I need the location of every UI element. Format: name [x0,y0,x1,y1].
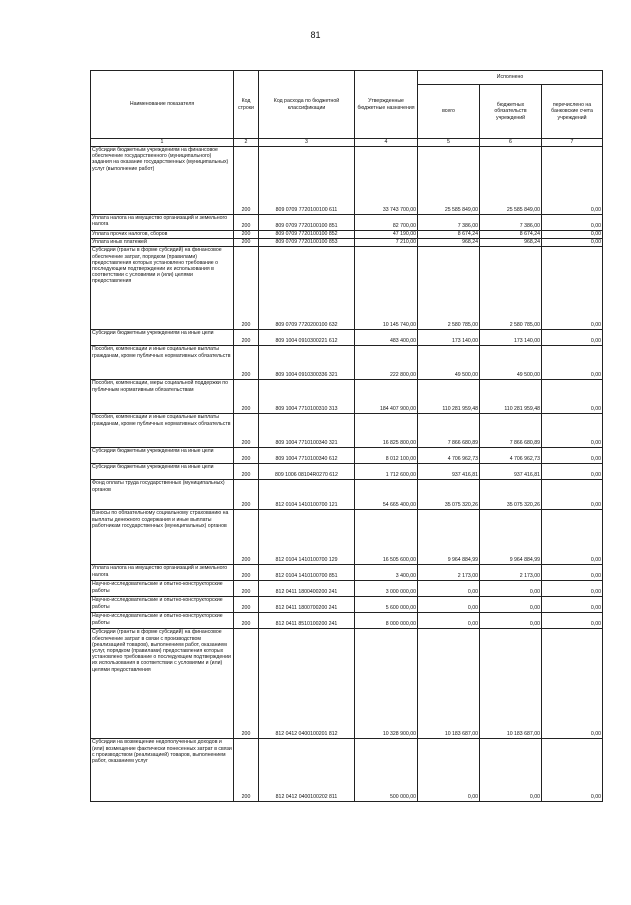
header-total: всего [418,85,480,139]
row-name: Взносы по обязательному социальному страхованию на выплаты денежного содержания и иные выплаты работникам государственных (муниципальных) органов [91,510,234,565]
table-row [91,613,603,629]
row-line-code: 200 [234,739,259,802]
row-approved: 500 000,00 [355,739,418,802]
row-name: Научно-исследовательские и опытно-конструкторские работы [91,597,234,613]
row-transferred: 0,00 [542,380,603,414]
row-budget-obligations: 7 386,00 [480,215,542,231]
row-transferred: 0,00 [542,239,603,247]
row-budget-code: 812 0411 1800700200 241 [259,597,355,613]
row-budget-obligations: 4 706 962,73 [480,448,542,464]
table-row [91,147,603,215]
row-name: Субсидии бюджетным учреждениям на иные цели [91,464,234,480]
row-executed-total: 968,24 [418,239,480,247]
row-budget-code: 812 0412 0400100202 811 [259,739,355,802]
row-approved: 5 600 000,00 [355,597,418,613]
row-transferred: 0,00 [542,597,603,613]
row-name: Субсидии бюджетным учреждениям на иные цели [91,330,234,346]
row-transferred: 0,00 [542,581,603,597]
row-approved: 16 505 600,00 [355,510,418,565]
row-transferred: 0,00 [542,147,603,215]
row-budget-obligations: 7 866 680,89 [480,414,542,448]
table-row [91,629,603,739]
row-line-code: 200 [234,330,259,346]
row-budget-obligations: 937 416,81 [480,464,542,480]
row-budget-code: 809 0709 7720200100 632 [259,247,355,330]
row-budget-obligations: 110 281 959,48 [480,380,542,414]
header-name: Наименование показателя [91,71,234,139]
row-approved: 7 210,00 [355,239,418,247]
row-transferred: 0,00 [542,480,603,510]
table-row [91,215,603,231]
row-name: Субсидии бюджетным учреждениям на иные цели [91,448,234,464]
header-transferred: перечислено на банковские счета учреждений [542,85,603,139]
row-transferred: 0,00 [542,247,603,330]
row-line-code: 200 [234,247,259,330]
row-approved: 16 825 800,00 [355,414,418,448]
header-executed: Исполнено [418,71,603,85]
row-transferred: 0,00 [542,414,603,448]
row-executed-total: 10 183 687,00 [418,629,480,739]
row-budget-obligations: 25 585 849,00 [480,147,542,215]
row-executed-total: 8 674,24 [418,231,480,239]
row-budget-obligations: 968,24 [480,239,542,247]
row-name: Уплата прочих налогов, сборов [91,231,234,239]
row-budget-code: 809 1004 0910300336 321 [259,346,355,380]
row-budget-obligations: 173 140,00 [480,330,542,346]
row-budget-code: 809 1006 08104R0270 612 [259,464,355,480]
row-line-code: 200 [234,464,259,480]
row-budget-code: 812 0104 1410100700 851 [259,565,355,581]
row-executed-total: 0,00 [418,581,480,597]
row-approved: 33 743 700,00 [355,147,418,215]
row-name: Уплата налога на имущество организаций и земельного налога [91,565,234,581]
row-line-code: 200 [234,346,259,380]
column-number-row [91,139,603,147]
row-transferred: 0,00 [542,565,603,581]
row-executed-total: 0,00 [418,597,480,613]
row-line-code: 200 [234,380,259,414]
column-number: 1 [91,139,234,147]
row-approved: 3 000 000,00 [355,581,418,597]
table-row [91,464,603,480]
row-transferred: 0,00 [542,448,603,464]
column-number: 5 [418,139,480,147]
row-line-code: 200 [234,597,259,613]
table-row [91,330,603,346]
row-line-code: 200 [234,231,259,239]
row-transferred: 0,00 [542,330,603,346]
row-name: Пособия, компенсации и иные социальные выплаты гражданам, кроме публичных нормативных обязательств [91,346,234,380]
row-line-code: 200 [234,480,259,510]
row-name: Субсидии бюджетным учреждениям на финансовое обеспечение государственного (муниципального) задания на оказание государственных (муниципальных) услуг (выполнение работ) [91,147,234,215]
row-line-code: 200 [234,565,259,581]
row-budget-code: 812 0411 1800400200 241 [259,581,355,597]
table-row [91,380,603,414]
row-line-code: 200 [234,581,259,597]
row-approved: 1 712 600,00 [355,464,418,480]
table-row [91,510,603,565]
column-number: 2 [234,139,259,147]
table-row [91,414,603,448]
row-name: Научно-исследовательские и опытно-конструкторские работы [91,581,234,597]
row-executed-total: 7 866 680,89 [418,414,480,448]
column-number: 7 [542,139,603,147]
row-name: Пособия, компенсации, меры социальной поддержки по публичным нормативным обязательствам [91,380,234,414]
row-approved: 8 012 100,00 [355,448,418,464]
row-budget-code: 809 0709 7720100100 851 [259,215,355,231]
header-line-code: Код строки [234,71,259,139]
row-name: Субсидии на возмещение недополученных доходов и (или) возмещение фактически понесенных затрат в связи с производством (реализацией) товаров, выполнением работ, оказанием услуг [91,739,234,802]
table-row [91,346,603,380]
row-transferred: 0,00 [542,613,603,629]
header-approved: Утвержденные бюджетные назначения [355,71,418,139]
row-line-code: 200 [234,414,259,448]
row-executed-total: 7 386,00 [418,215,480,231]
row-name: Фонд оплаты труда государственных (муниципальных) органов [91,480,234,510]
row-budget-obligations: 49 500,00 [480,346,542,380]
row-executed-total: 4 706 962,73 [418,448,480,464]
row-name: Научно-исследовательские и опытно-конструкторские работы [91,613,234,629]
row-approved: 222 800,00 [355,346,418,380]
row-approved: 483 400,00 [355,330,418,346]
table-row [91,739,603,802]
row-approved: 8 000 000,00 [355,613,418,629]
row-budget-obligations: 35 075 320,26 [480,480,542,510]
row-budget-code: 809 0709 7720100100 853 [259,239,355,247]
row-budget-obligations: 0,00 [480,739,542,802]
row-budget-code: 809 1004 7710100340 612 [259,448,355,464]
row-budget-obligations: 10 183 687,00 [480,629,542,739]
row-approved: 184 407 900,00 [355,380,418,414]
row-budget-code: 809 0709 7720100100 852 [259,231,355,239]
row-budget-code: 809 1004 7710100310 313 [259,380,355,414]
row-executed-total: 2 580 785,00 [418,247,480,330]
header-budget-code: Код расхода по бюджетной классификации [259,71,355,139]
row-budget-obligations: 8 674,24 [480,231,542,239]
row-line-code: 200 [234,613,259,629]
row-budget-code: 812 0412 0400100201 812 [259,629,355,739]
row-executed-total: 49 500,00 [418,346,480,380]
table-row [91,565,603,581]
row-approved: 54 665 400,00 [355,480,418,510]
row-budget-obligations: 0,00 [480,581,542,597]
table-row [91,239,603,247]
row-budget-code: 812 0104 1410100700 129 [259,510,355,565]
row-budget-obligations: 2 580 785,00 [480,247,542,330]
row-executed-total: 110 281 959,48 [418,380,480,414]
row-line-code: 200 [234,215,259,231]
row-budget-code: 809 0709 7720100100 611 [259,147,355,215]
header-budget-obligations: бюджетных обязательств учреждений [480,85,542,139]
row-executed-total: 0,00 [418,739,480,802]
row-approved: 10 145 740,00 [355,247,418,330]
row-budget-obligations: 0,00 [480,597,542,613]
column-number: 3 [259,139,355,147]
row-budget-code: 812 0104 1410100700 121 [259,480,355,510]
row-executed-total: 25 585 849,00 [418,147,480,215]
row-transferred: 0,00 [542,231,603,239]
column-number: 4 [355,139,418,147]
row-budget-obligations: 9 964 884,99 [480,510,542,565]
row-name: Субсидии (гранты в форме субсидий) на финансовое обеспечение затрат, порядком (правилами) предоставления которых установлено требование о последующем подтверждении их использования в соответствии с условиями и (или) целями предоставления [91,247,234,330]
budget-execution-table [90,70,603,802]
row-transferred: 0,00 [542,510,603,565]
row-budget-obligations: 2 173,00 [480,565,542,581]
row-approved: 82 700,00 [355,215,418,231]
row-line-code: 200 [234,239,259,247]
row-approved: 10 328 900,00 [355,629,418,739]
row-name: Пособия, компенсации и иные социальные выплаты гражданам, кроме публичных нормативных обязательств [91,414,234,448]
row-name: Субсидии (гранты в форме субсидий) на финансовое обеспечение затрат в связи с производством (реализацией товаров), выполнением работ, оказанием услуг, порядком (правилами) предоставления которых установлено требование о последующем подтверждении их использования в соответствии с условиями и (или) целями предоставления [91,629,234,739]
row-executed-total: 35 075 320,26 [418,480,480,510]
row-transferred: 0,00 [542,215,603,231]
row-approved: 3 400,00 [355,565,418,581]
row-budget-code: 812 0411 8510100200 241 [259,613,355,629]
row-executed-total: 2 173,00 [418,565,480,581]
row-name: Уплата иных платежей [91,239,234,247]
row-executed-total: 0,00 [418,613,480,629]
table-row [91,247,603,330]
row-transferred: 0,00 [542,464,603,480]
page-number: 81 [310,30,321,40]
table-row [91,581,603,597]
row-transferred: 0,00 [542,739,603,802]
row-executed-total: 9 964 884,99 [418,510,480,565]
row-name: Уплата налога на имущество организаций и земельного налога [91,215,234,231]
row-transferred: 0,00 [542,629,603,739]
row-line-code: 200 [234,629,259,739]
table-row [91,480,603,510]
row-executed-total: 173 140,00 [418,330,480,346]
table-row [91,597,603,613]
row-executed-total: 937 416,81 [418,464,480,480]
row-budget-code: 809 1004 0910300221 612 [259,330,355,346]
table-row [91,448,603,464]
table-row [91,231,603,239]
row-line-code: 200 [234,448,259,464]
row-line-code: 200 [234,147,259,215]
row-approved: 47 190,00 [355,231,418,239]
column-number: 6 [480,139,542,147]
row-budget-obligations: 0,00 [480,613,542,629]
row-line-code: 200 [234,510,259,565]
row-budget-code: 809 1004 7710100340 321 [259,414,355,448]
row-transferred: 0,00 [542,346,603,380]
